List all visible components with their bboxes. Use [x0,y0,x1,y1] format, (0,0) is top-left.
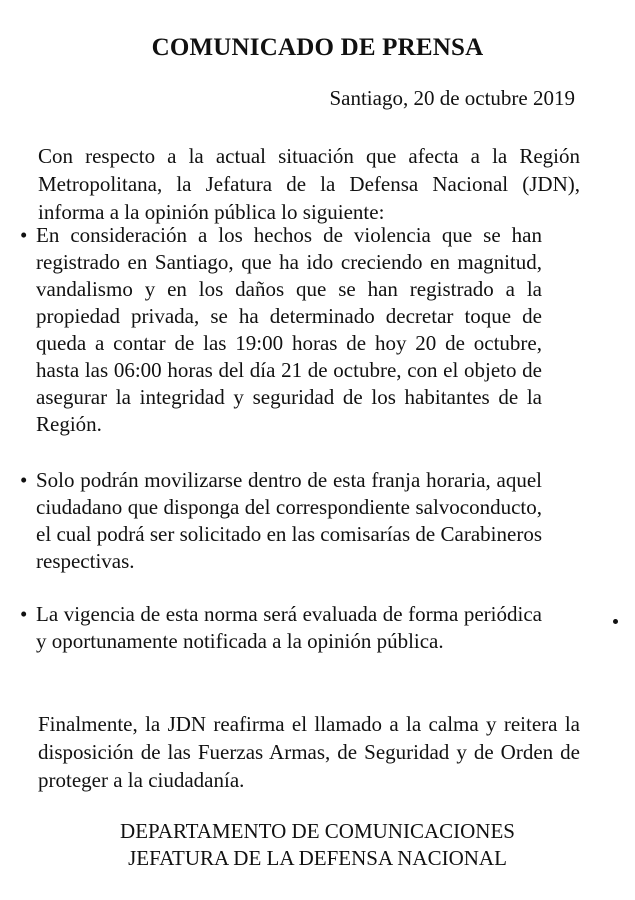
bullet-dot: • [20,223,28,247]
document-title: COMUNICADO DE PRENSA [151,34,484,61]
intro-paragraph: Con respecto a la actual situación que afecta a la Región Metropolitana, la Jefatura de la Defensa Nacional (JDN), informa a la opinión pública lo siguiente: [38,144,580,224]
bullet-item-safe-conduct [0,467,542,575]
bullet-text: La vigencia de esta norma será evaluada de forma periódica y oportunamente notificada a la opinión pública. [36,602,542,653]
bullet-text: Solo podrán movilizarse dentro de esta franja horaria, aquel ciudadano que disponga del correspondiente salvoconducto, el cual podrá ser solicitado en las comisarías de Carabineros respectivas. [36,468,542,573]
signature-department: DEPARTAMENTO DE COMUNICACIONES [120,819,515,843]
bullet-text: En consideración a los hechos de violencia que se han registrado en Santiago, que ha ido creciendo en magnitud, vandalismo y en los daños que se han registrado a la propiedad privada, se ha determinado decretar toque de queda a contar de las 19:00 horas de hoy 20 de octubre, hasta las 06:00 horas del día 21 de octubre, con el objeto de asegurar la integridad y seguridad de los habitantes de la Región. [36,223,542,436]
bullet-dot: • [20,602,28,626]
closing-paragraph: Finalmente, la JDN reafirma el llamado a la calma y reitera la disposición de las Fuerzas Armas, de Seguridad y de Orden de proteger a la ciudadanía. [38,712,580,792]
bullet-item-curfew [0,222,542,438]
signature-organization: JEFATURA DE LA DEFENSA NACIONAL [128,846,507,870]
dateline: Santiago, 20 de octubre 2019 [329,86,575,110]
bullet-dot: • [20,468,28,492]
signature-block [0,818,635,872]
stray-dot-mark [613,619,618,624]
bullet-item-evaluation [0,601,542,655]
